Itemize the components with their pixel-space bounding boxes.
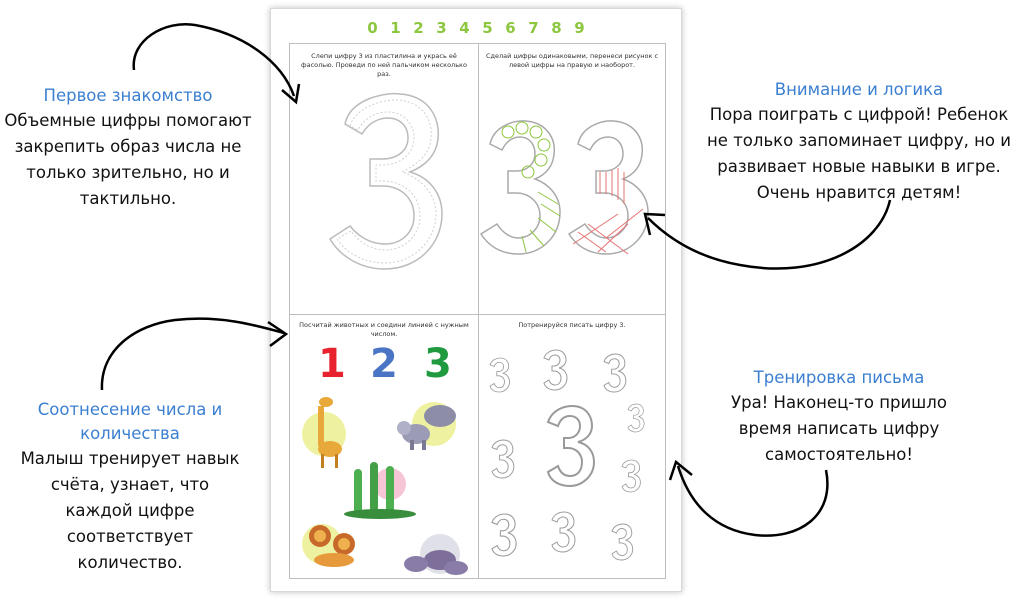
caption-title: Тренировка письма [753, 368, 925, 387]
instruction-top-left: Слепи цифру 3 из пластилина и укрась её фасолью. Проведи по ней пальчиком несколько раз. [301, 52, 467, 78]
caption-text: Пора поиграть с цифрой! Ребенок не только запоминает цифру, но и развивает новые навыки в игре. Очень нравится детям! [707, 105, 1011, 202]
digit-6: 6 [505, 19, 516, 37]
digit-3: 3 [436, 19, 447, 37]
caption-title: Первое знакомство [43, 86, 213, 105]
caption-title: Внимание и логика [774, 80, 944, 99]
number-3: 3 [424, 341, 452, 387]
caption-text: Объемные цифры помогают закрепить образ числа не только зрительно, но и тактильно. [4, 111, 252, 208]
instruction-bottom-right: Потренируйся писать цифру 3. [518, 321, 626, 329]
digit-1: 1 [390, 19, 401, 37]
digit-2: 2 [413, 19, 424, 37]
number-1: 1 [318, 341, 346, 387]
digit-7: 7 [528, 19, 539, 37]
digit-8: 8 [551, 19, 562, 37]
caption-title: Соотнесение числа и количества [37, 400, 223, 443]
caption-text: Ура! Наконец-то пришло время написать цифру самостоятельно! [731, 393, 947, 464]
instruction-top-right: Сделай цифры одинаковыми, перенеси рисунок с левой цифры на правую и наоборот. [485, 52, 659, 69]
digit-9: 9 [574, 19, 585, 37]
number-2: 2 [370, 341, 398, 387]
digit-0: 0 [367, 19, 378, 37]
instruction-bottom-left: Посчитай животных и соедини линией с нужным числом. [299, 321, 469, 338]
digit-5: 5 [482, 19, 493, 37]
digit-4: 4 [459, 19, 470, 37]
caption-text: Малыш тренирует навык счёта, узнает, что каждой цифре соответствует количество. [20, 449, 240, 572]
